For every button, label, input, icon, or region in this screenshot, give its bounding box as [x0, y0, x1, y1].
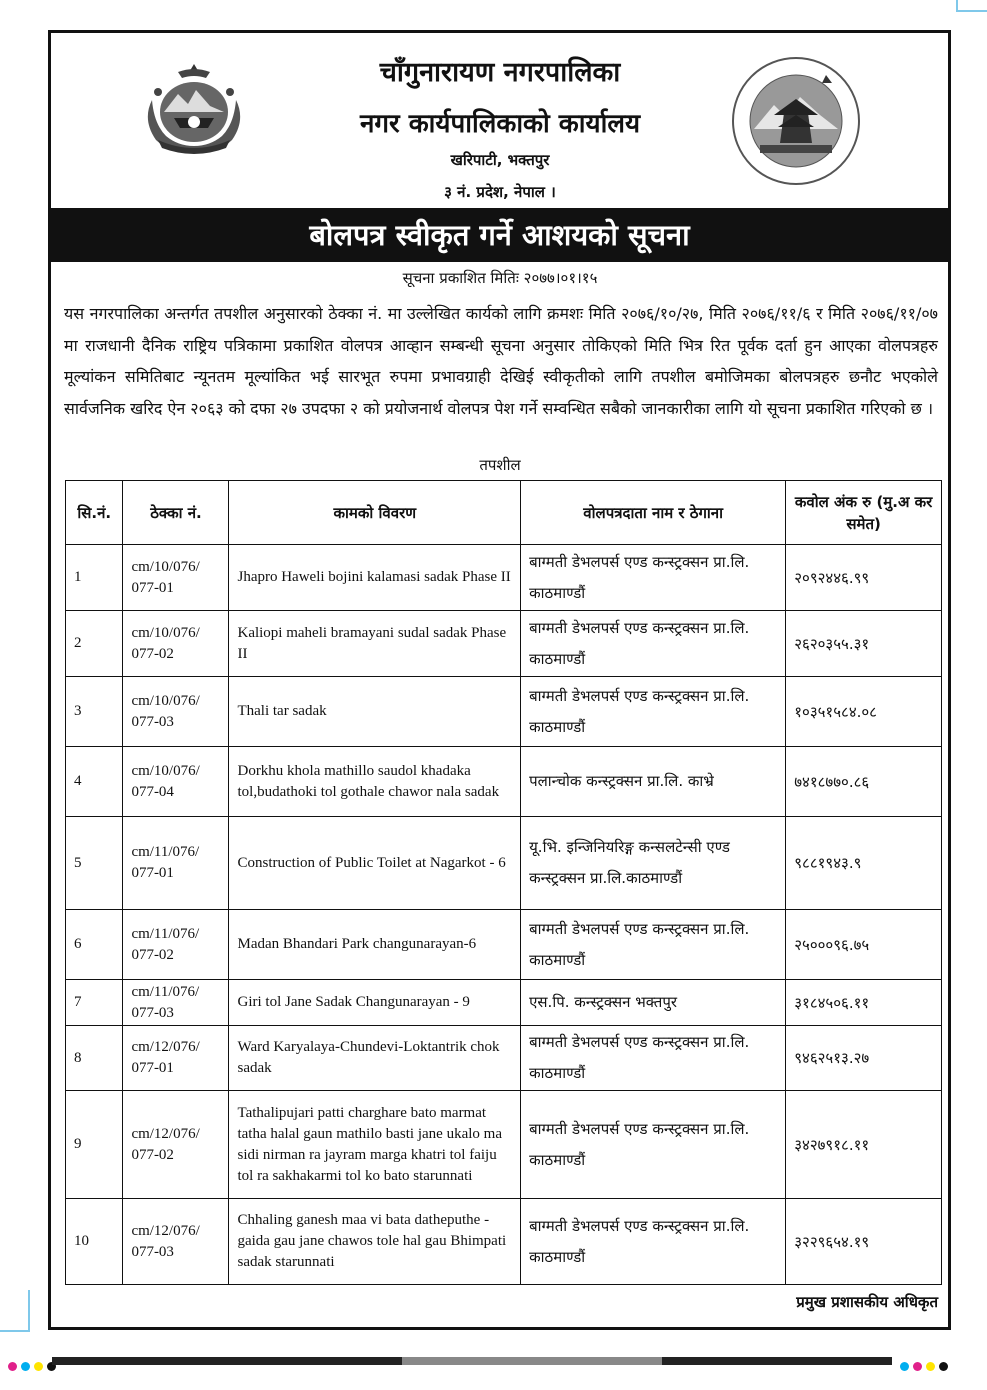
- cell-description: Madan Bhandari Park changunarayan-6: [229, 910, 521, 980]
- print-color-bar: [52, 1357, 892, 1365]
- cell-bidder: पलान्चोक कन्स्ट्रक्सन प्रा.लि. काभ्रे: [521, 747, 786, 817]
- cell-contract-no: cm/12/076/ 077-01: [123, 1026, 229, 1091]
- cell-contract-no: cm/11/076/ 077-02: [123, 910, 229, 980]
- cell-contract-no: cm/10/076/ 077-03: [123, 677, 229, 747]
- cell-serial: 7: [66, 980, 123, 1026]
- cell-bidder: बाग्मती डेभलपर्स एण्ड कन्स्ट्रक्सन प्रा.लि. काठमाण्डौं: [521, 1091, 786, 1199]
- cell-description: Thali tar sadak: [229, 677, 521, 747]
- cell-amount: २०९२४४६.९९: [786, 545, 942, 611]
- cell-description: Ward Karyalaya-Chundevi-Loktantrik chok sadak: [229, 1026, 521, 1091]
- header-serial: सि.नं.: [66, 481, 123, 545]
- magenta-dot: [913, 1362, 922, 1371]
- cell-amount: ३२२९६५४.१९: [786, 1199, 942, 1285]
- cell-bidder: बाग्मती डेभलपर्स एण्ड कन्स्ट्रक्सन प्रा.लि. काठमाण्डौं: [521, 910, 786, 980]
- cell-contract-no: cm/10/076/ 077-04: [123, 747, 229, 817]
- header-bidder: वोलपत्रदाता नाम र ठेगाना: [521, 481, 786, 545]
- header-contract-no: ठेक्का नं.: [123, 481, 229, 545]
- cell-amount: ९४६२५१३.२७: [786, 1026, 942, 1091]
- table-row: [66, 747, 942, 817]
- signatory-title: प्रमुख प्रशासकीय अधिकृत: [796, 1293, 938, 1311]
- cell-serial: 3: [66, 677, 123, 747]
- cyan-dot: [900, 1362, 909, 1371]
- table-row: [66, 980, 942, 1026]
- cell-description: Jhapro Haweli bojini kalamasi sadak Phase II: [229, 545, 521, 611]
- cell-bidder: बाग्मती डेभलपर्स एण्ड कन्स्ट्रक्सन प्रा.लि. काठमाण्डौं: [521, 1199, 786, 1285]
- office-province: ३ नं. प्रदेश, नेपाल ।: [444, 183, 556, 201]
- cell-bidder: बाग्मती डेभलपर्स एण्ड कन्स्ट्रक्सन प्रा.लि. काठमाण्डौं: [521, 545, 786, 611]
- published-date: सूचना प्रकाशित मितिः २०७७।०१।१५: [402, 269, 598, 287]
- cell-contract-no: cm/11/076/ 077-03: [123, 980, 229, 1026]
- cell-bidder: एस.पि. कन्स्ट्रक्सन भक्तपुर: [521, 980, 786, 1026]
- header-description: कामको विवरण: [229, 481, 521, 545]
- table-row: [66, 1026, 942, 1091]
- table-row: [66, 1199, 942, 1285]
- yellow-dot: [34, 1362, 43, 1371]
- cell-contract-no: cm/10/076/ 077-01: [123, 545, 229, 611]
- table-row: [66, 1091, 942, 1199]
- cell-serial: 5: [66, 817, 123, 910]
- cell-description: Giri tol Jane Sadak Changunarayan - 9: [229, 980, 521, 1026]
- magenta-dot: [8, 1362, 17, 1371]
- black-dot: [939, 1362, 948, 1371]
- cell-bidder: बाग्मती डेभलपर्स एण्ड कन्स्ट्रक्सन प्रा.लि. काठमाण्डौं: [521, 1026, 786, 1091]
- cyan-dot: [21, 1362, 30, 1371]
- cell-serial: 9: [66, 1091, 123, 1199]
- cell-serial: 8: [66, 1026, 123, 1091]
- cell-serial: 4: [66, 747, 123, 817]
- nepal-emblem-icon: [138, 60, 250, 156]
- trim-mark: [0, 1330, 30, 1332]
- office-name: चाँगुनारायण नगरपालिका: [379, 57, 621, 88]
- trim-mark: [956, 10, 987, 12]
- cell-serial: 1: [66, 545, 123, 611]
- office-subtitle: नगर कार्यपालिकाको कार्यालय: [359, 109, 641, 139]
- cell-amount: २५०००९६.७५: [786, 910, 942, 980]
- registration-dots: [900, 1356, 952, 1366]
- table-row: [66, 611, 942, 677]
- details-heading: तपशील: [479, 456, 521, 474]
- cell-serial: 6: [66, 910, 123, 980]
- cell-amount: ७४१८७७०.८६: [786, 747, 942, 817]
- cell-contract-no: cm/10/076/ 077-02: [123, 611, 229, 677]
- cell-contract-no: cm/12/076/ 077-02: [123, 1091, 229, 1199]
- cell-contract-no: cm/12/076/ 077-03: [123, 1199, 229, 1285]
- cell-description: Dorkhu khola mathillo saudol khadaka tol,budathoki tol gothale chawor nala sadak: [229, 747, 521, 817]
- yellow-dot: [926, 1362, 935, 1371]
- office-address: खरिपाटी, भक्तपुर: [450, 151, 550, 169]
- notice-title: बोलपत्र स्वीकृत गर्ने आशयको सूचना: [51, 208, 948, 262]
- table-row: [66, 910, 942, 980]
- cell-amount: ३१८४५०६.११: [786, 980, 942, 1026]
- cell-bidder: यू.भि. इन्जिनियरिङ्ग कन्सलटेन्सी एण्ड कन्स्ट्रक्सन प्रा.लि.काठमाण्डौं: [521, 817, 786, 910]
- cell-bidder: बाग्मती डेभलपर्स एण्ड कन्स्ट्रक्सन प्रा.लि. काठमाण्डौं: [521, 611, 786, 677]
- cell-amount: २६२०३५५.३१: [786, 611, 942, 677]
- cell-description: Chhaling ganesh maa vi bata datheputhe - gaida gau jane chawos tole hal gau Bhimpati sadak starunnati: [229, 1199, 521, 1285]
- table-row: [66, 677, 942, 747]
- header-amount: कवोल अंक रु (मु.अ कर समेत): [786, 481, 942, 545]
- cell-description: Tathalipujari patti charghare bato marmat tatha halal gaun mathilo basti jane ukalo ma sidi nirman ra jayram marga khatri tol faiju tol ra sakhakarmi tol ko bato starunnati: [229, 1091, 521, 1199]
- cell-serial: 2: [66, 611, 123, 677]
- cell-amount: १०३५१५८४.०८: [786, 677, 942, 747]
- table-header-row: [66, 481, 942, 545]
- cell-serial: 10: [66, 1199, 123, 1285]
- table-row: [66, 817, 942, 910]
- table-row: [66, 545, 942, 611]
- contract-table: [65, 480, 942, 1285]
- print-color-bar-gray: [402, 1357, 662, 1365]
- cell-description: Construction of Public Toilet at Nagarkot - 6: [229, 817, 521, 910]
- notice-body: यस नगरपालिका अन्तर्गत तपशील अनुसारको ठेक्का नं. मा उल्लेखित कार्यको लागि क्रमशः मिति २०७६/१०/२७, मिति २०७६/११/६ र मिति २०७६/११/०७ मा राजधानी दैनिक राष्ट्रिय पत्रिकामा प्रकाशित वोलपत्र आव्हान सम्बन्धी सूचना अनुसार तोकिएको मिति भित्र रित पूर्वक दर्ता हुन आएका वोलपत्रहरु मूल्यांकन समितिबाट न्यूनतम मूल्यांकित भई सारभूत रुपमा प्रभावग्राही देखिई स्वीकृतीको लागि तपशील बमोजिमका बोलपत्रहरु छनौट भएकोले सार्वजनिक खरिद ऐन २०६३ को दफा २७ उपदफा २ को प्रयोजनार्थ वोलपत्र पेश गर्ने सम्वन्धित सबैको जानकारीका लागि यो सूचना प्रकाशित गरिएको छ ।: [64, 304, 938, 418]
- cell-bidder: बाग्मती डेभलपर्स एण्ड कन्स्ट्रक्सन प्रा.लि. काठमाण्डौं: [521, 677, 786, 747]
- cell-description: Kaliopi maheli bramayani sudal sadak Phase II: [229, 611, 521, 677]
- cell-contract-no: cm/11/076/ 077-01: [123, 817, 229, 910]
- cell-amount: ३४२७९१८.११: [786, 1091, 942, 1199]
- trim-mark: [28, 1290, 30, 1332]
- cell-amount: ९८८१९४३.९: [786, 817, 942, 910]
